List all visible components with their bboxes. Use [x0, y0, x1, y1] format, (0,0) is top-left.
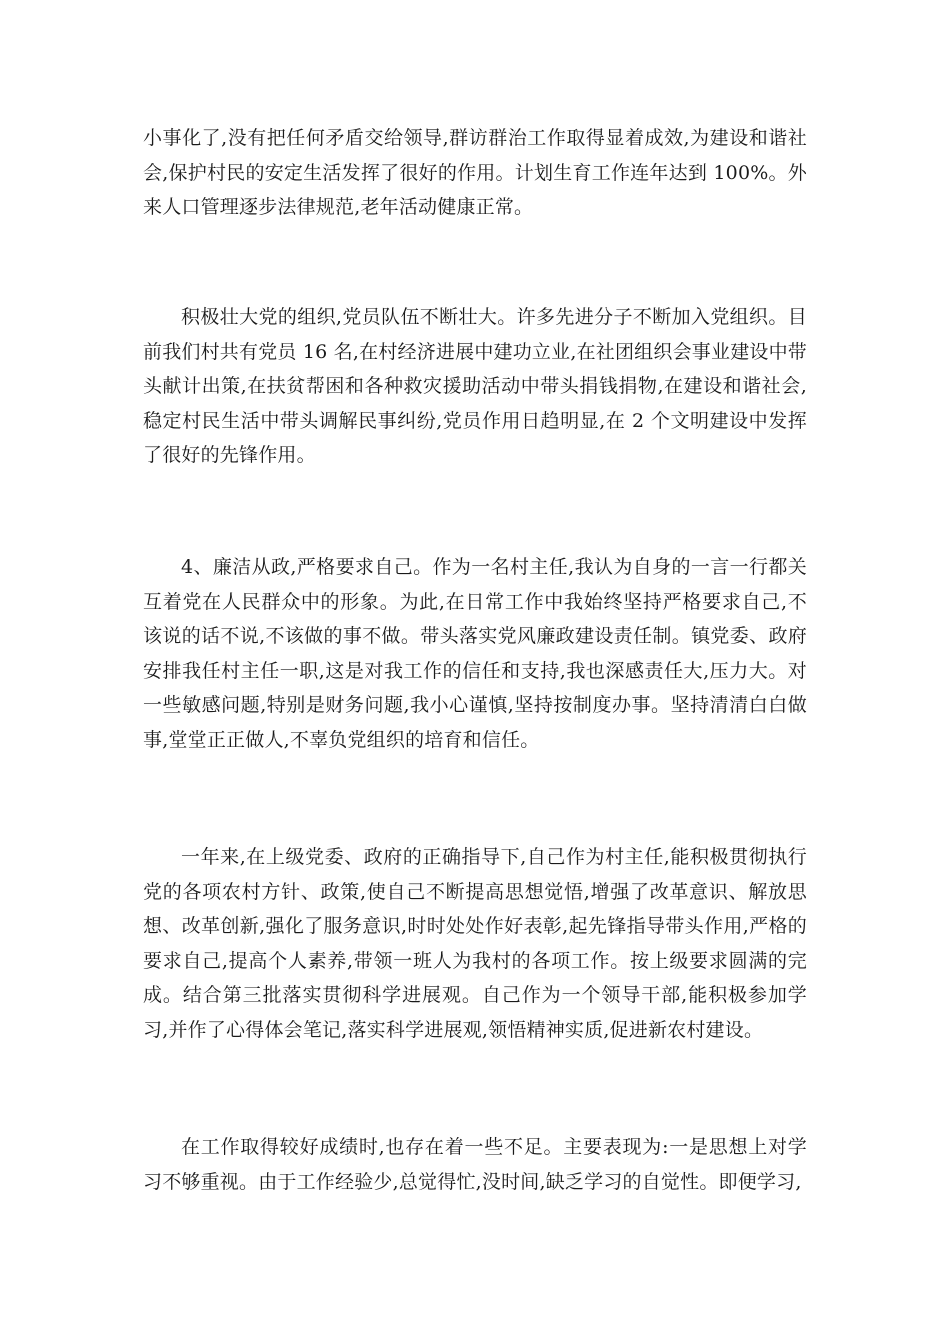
paragraph-5: 在工作取得较好成绩时,也存在着一些不足。主要表现为:一是思想上对学习不够重视。由于工作经验少,总觉得忙,没时间,缺乏学习的自觉性。即便学习,: [143, 1136, 807, 1193]
paragraph-1: 小事化了,没有把任何矛盾交给领导,群访群治工作取得显着成效,为建设和谐社会,保护村民的安定生活发挥了很好的作用。计划生育工作连年达到 100%。外来人口管理逐步法律规范,老年活动健康正常。: [143, 127, 807, 218]
paragraph-4: 一年来,在上级党委、政府的正确指导下,自己作为村主任,能积极贯彻执行党的各项农村方针、政策,使自己不断提高思想觉悟,增强了改革意识、解放思想、改革创新,强化了服务意识,时时处处作好表彰,起先锋指导带头作用,严格的要求自己,提高个人素养,带领一班人为我村的各项工作。按上级要求圆满的完成。结合第三批落实贯彻科学进展观。自己作为一个领导干部,能积极参加学习,并作了心得体会笔记,落实科学进展观,领悟精神实质,促进新农村建设。: [143, 846, 807, 1041]
paragraph-2: 积极壮大党的组织,党员队伍不断壮大。许多先进分子不断加入党组织。目前我们村共有党员 16 名,在村经济进展中建功立业,在社团组织会事业建设中带头献计出策,在扶贫帮困和各种救灾援助活动中带头捐钱捐物,在建设和谐社会,稳定村民生活中带头调解民事纠纷,党员作用日趋明显,在 2 个文明建设中发挥了很好的先锋作用。: [143, 306, 807, 466]
paragraph-3: 4、廉洁从政,严格要求自己。作为一名村主任,我认为自身的一言一行都关互着党在人民群众中的形象。为此,在日常工作中我始终坚持严格要求自己,不该说的话不说,不该做的事不做。带头落实党风廉政建设责任制。镇党委、政府安排我任村主任一职,这是对我工作的信任和支持,我也深感责任大,压力大。对一些敏感问题,特别是财务问题,我小心谨慎,坚持按制度办事。坚持清清白白做事,堂堂正正做人,不辜负党组织的培育和信任。: [143, 556, 807, 751]
